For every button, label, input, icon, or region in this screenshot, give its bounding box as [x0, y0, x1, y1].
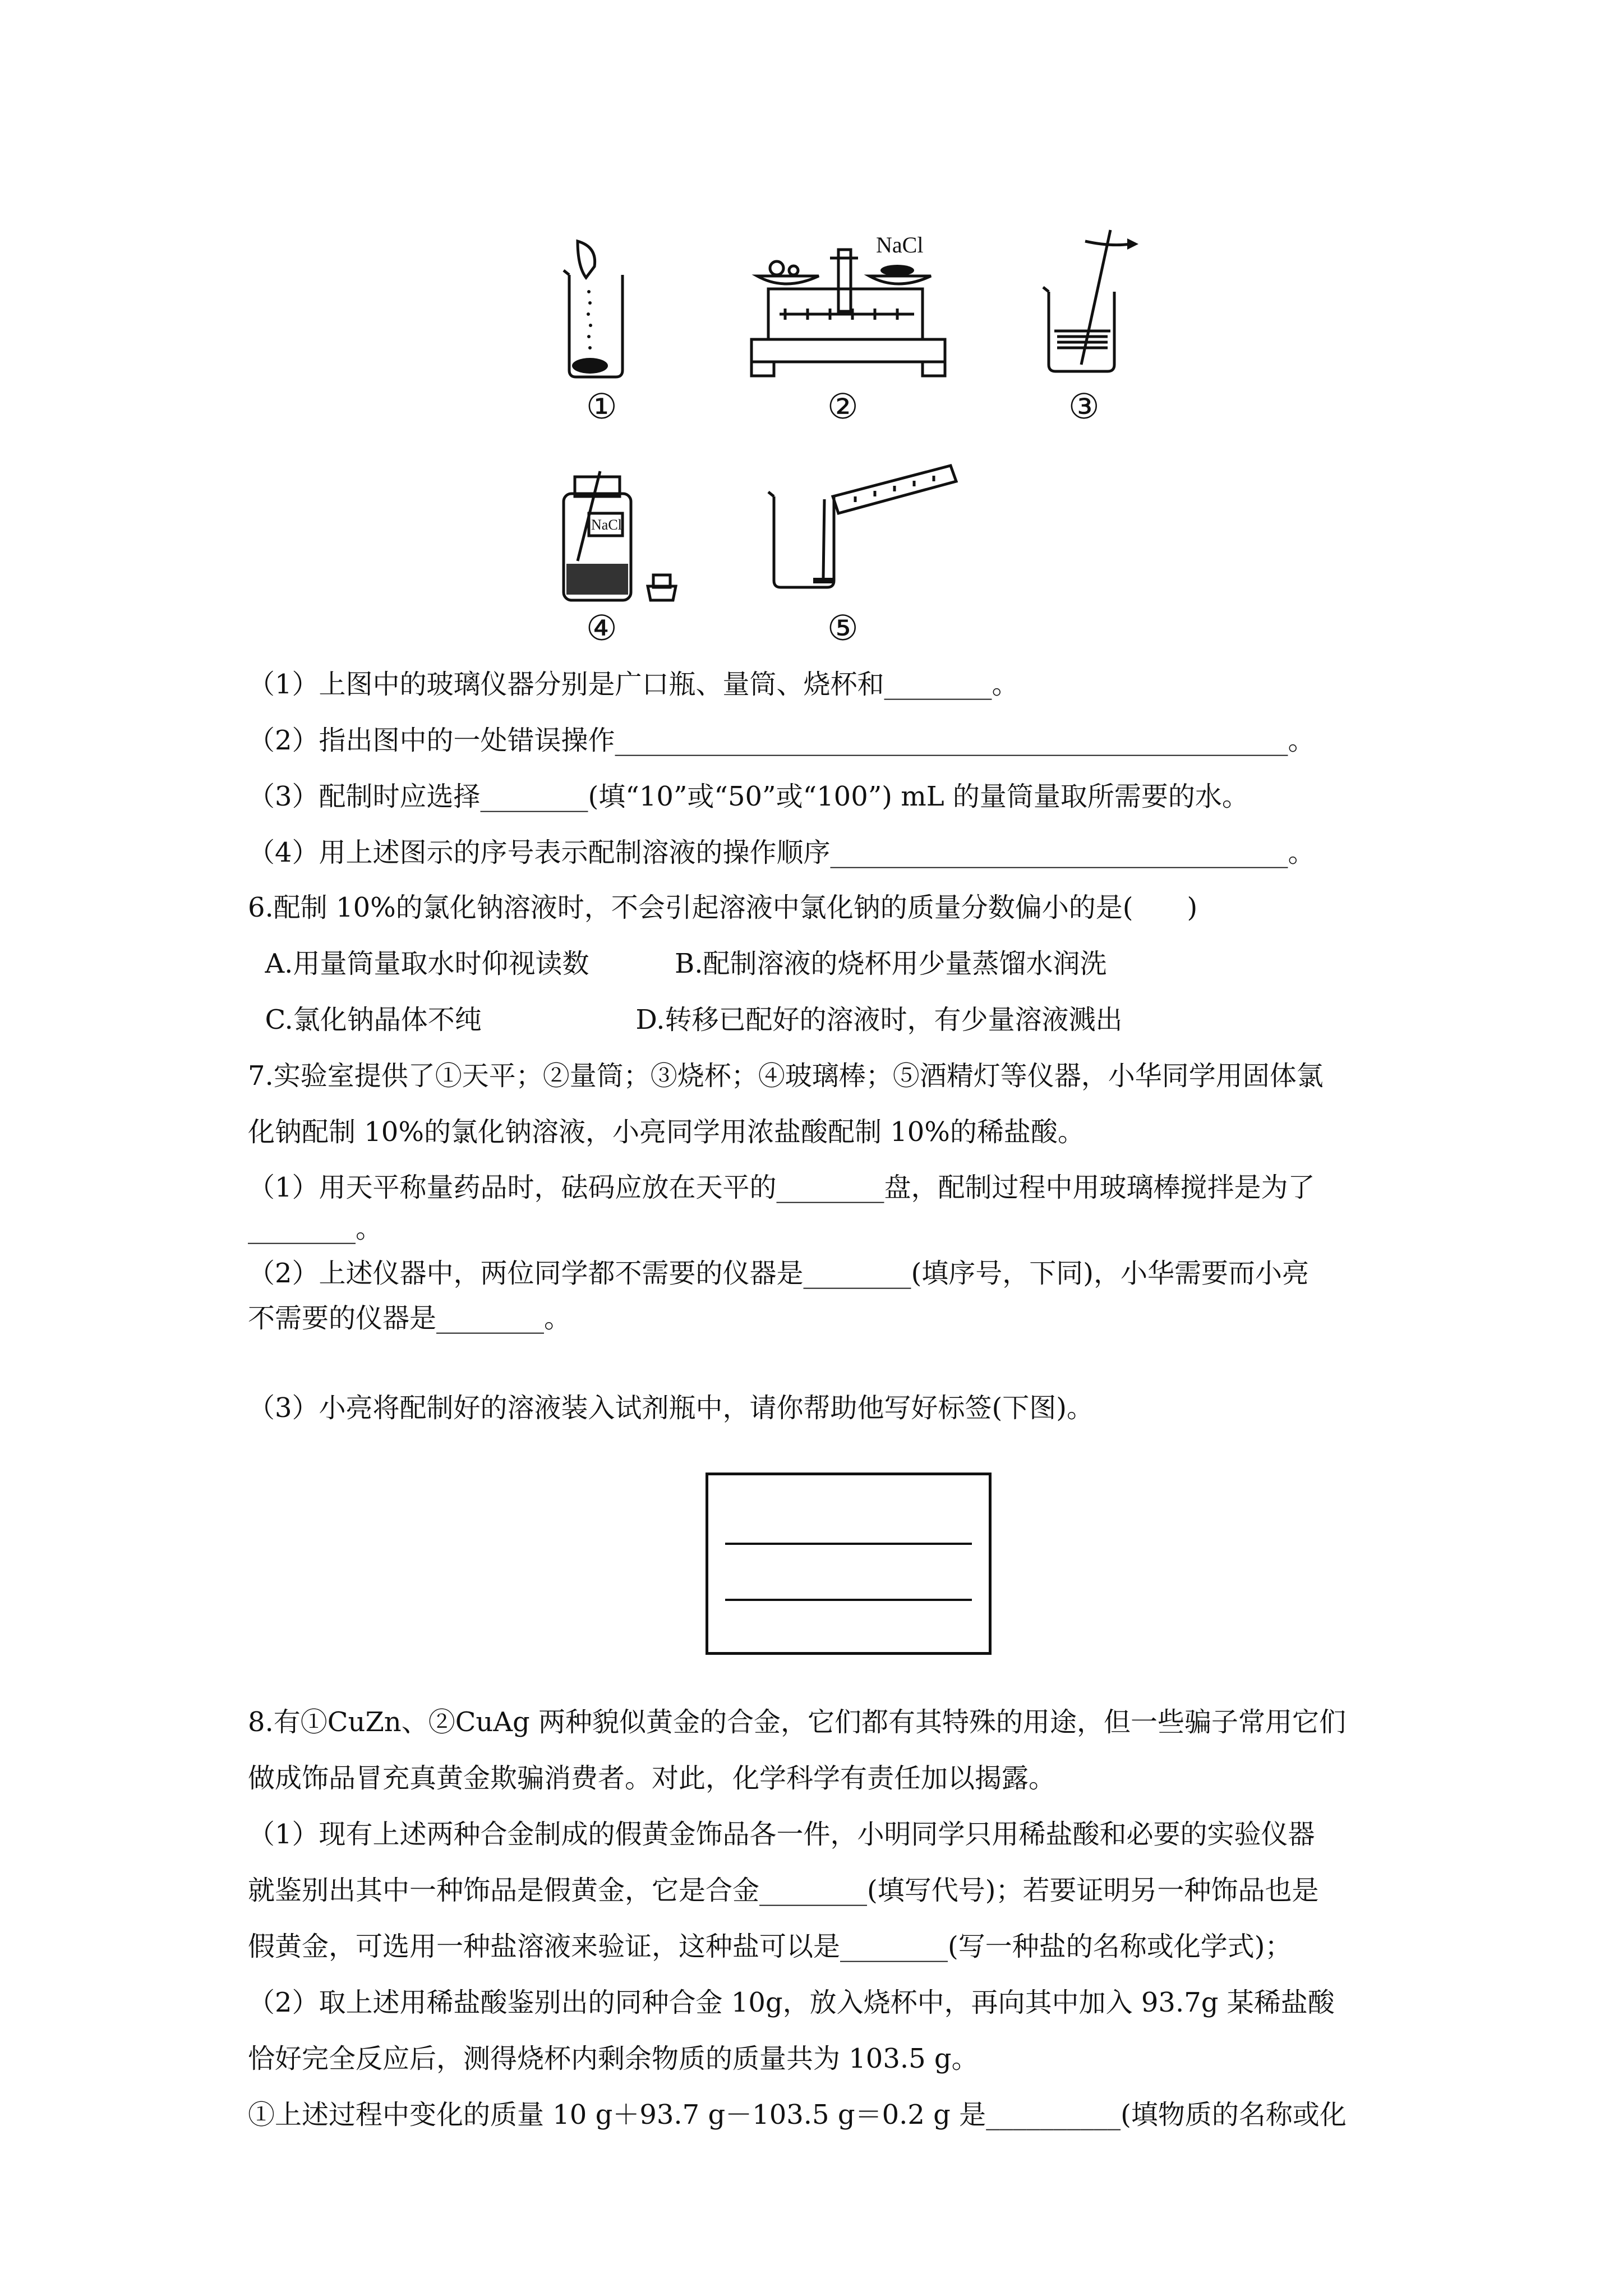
q8-part-1-line-1: （1）现有上述两种合金制成的假黄金饰品各一件，小明同学只用稀盐酸和必要的实验仪器 [248, 1819, 1315, 1850]
q7-stem-line-1: 7.实验室提供了①天平；②量筒；③烧杯；④玻璃棒；⑤酒精灯等仪器，小华同学用固体氯 [248, 1060, 1324, 1092]
q6-stem: 6.配制 10%的氯化钠溶液时，不会引起溶液中氯化钠的质量分数偏小的是( ) [248, 892, 1198, 923]
reagent-bottle-icon [555, 460, 695, 606]
q6-options-ab: A.用量筒量取水时仰视读数 B.配制溶液的烧杯用少量蒸馏水润洗 [248, 948, 1107, 979]
beaker-with-paper-icon [550, 236, 639, 381]
q8-part-2-line-3: ①上述过程中变化的质量 10 g＋93.7 g－103.5 g＝0.2 g 是__________(填物质的名称或化 [248, 2099, 1347, 2131]
q8-stem-line-1: 8.有①CuZn、②CuAg 两种貌似黄金的合金，它们都有其特殊的用途，但一些骗子常用它们 [248, 1706, 1346, 1738]
q8-stem-line-2: 做成饰品冒充真黄金欺骗消费者。对此，化学科学有责任加以揭露。 [248, 1763, 1056, 1794]
figure-label-3: ③ [1068, 386, 1100, 427]
q5-part-3: （3）配制时应选择________(填“10”或“50”或“100”) mL 的量筒量取所需要的水。 [248, 781, 1249, 812]
nacl-text: NaCl [876, 232, 924, 257]
q8-part-1-line-2: 就鉴别出其中一种饰品是假黄金，它是合金________(填写代号)；若要证明另一种饰品也是 [248, 1875, 1319, 1906]
figure-label-1: ① [586, 386, 617, 427]
q5-part-2: （2）指出图中的一处错误操作__________________________________________________。 [248, 725, 1315, 756]
figure-label-2: ② [827, 386, 859, 427]
q5-part-4: （4）用上述图示的序号表示配制溶液的操作顺序__________________________________。 [248, 837, 1315, 868]
q7-part-1-line-1: （1）用天平称量药品时，砝码应放在天平的________盘，配制过程中用玻璃棒搅拌是为了 [248, 1172, 1315, 1203]
balance-icon [746, 224, 970, 393]
reagent-label-box [706, 1473, 992, 1655]
q7-stem-line-2: 化钠配制 10%的氯化钠溶液，小亮同学用浓盐酸配制 10%的稀盐酸。 [248, 1116, 1085, 1148]
figure-label-5: ⑤ [827, 608, 859, 648]
q7-part-2-line-1: （2）上述仪器中，两位同学都不需要的仪器是________(填序号，下同)，小华需要而小亮 [248, 1258, 1309, 1289]
q6-options-cd: C.氯化钠晶体不纯 D.转移已配好的溶液时，有少量溶液溅出 [248, 1004, 1123, 1036]
label-line-2 [725, 1599, 972, 1601]
q5-part-1: （1）上图中的玻璃仪器分别是广口瓶、量筒、烧杯和________。 [248, 669, 1019, 700]
q7-part-1-line-2: ________。 [248, 1213, 383, 1244]
svg-text:NaCl: NaCl [591, 517, 622, 533]
q8-part-2-line-1: （2）取上述用稀盐酸鉴别出的同种合金 10g，放入烧杯中，再向其中加入 93.7g 某稀盐酸 [248, 1987, 1335, 2018]
figure-label-4: ④ [586, 608, 617, 648]
q8-part-1-line-3: 假黄金，可选用一种盐溶液来验证，这种盐可以是________(写一种盐的名称或化学式)； [248, 1931, 1292, 1962]
pouring-cylinder-icon [757, 443, 993, 589]
q7-part-3: （3）小亮将配制好的溶液装入试剂瓶中，请你帮助他写好标签(下图)。 [248, 1392, 1094, 1424]
stirring-rod-icon [1032, 224, 1144, 381]
label-line-1 [725, 1543, 972, 1545]
q8-part-2-line-2: 恰好完全反应后，测得烧杯内剩余物质的质量共为 103.5 g。 [248, 2043, 979, 2074]
q7-part-2-line-2: 不需要的仪器是________。 [248, 1303, 571, 1334]
